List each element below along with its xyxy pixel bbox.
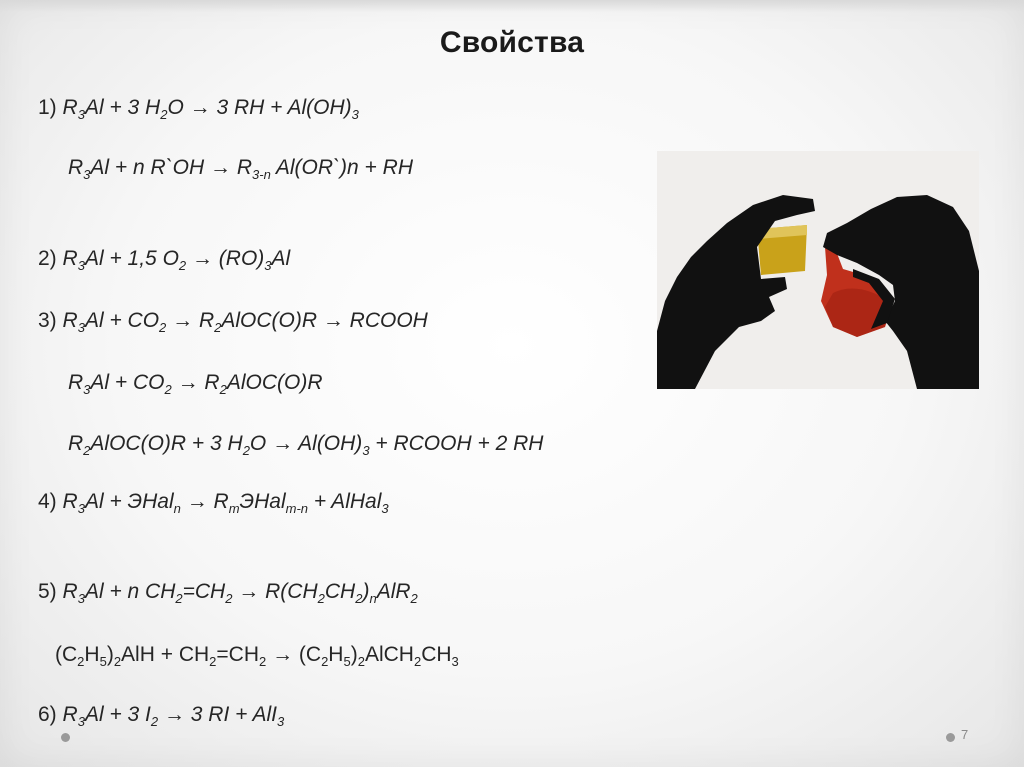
subscript: 2 [77,654,85,669]
subscript: 2 [113,654,122,669]
reaction-3c [68,432,543,456]
subscript: n [173,501,181,516]
equation-text: → (C [266,643,322,666]
equation-text: ) [350,643,358,666]
reaction-equation [62,490,389,516]
subscript: 2 [160,107,168,122]
subscript: 2 [242,443,250,458]
equation-text: → R [180,490,229,513]
subscript: 3 [264,258,272,273]
reaction-5b [55,643,459,667]
reaction-equation [62,580,418,606]
equation-text: → R [166,309,215,332]
equation-text: Al + n R`OH → R [90,156,253,179]
equation-text: R [68,371,84,394]
reaction-1 [38,96,359,120]
equation-text: Al + CO [84,309,160,332]
equation-text: R [62,490,78,513]
reaction-equation [62,247,291,273]
reaction-number: 2) [38,247,57,270]
subscript: 2 [178,258,187,273]
equation-text: R [62,96,78,119]
subscript: 3 [362,443,370,458]
subscript: 3 [77,501,85,516]
equation-text: Al + 3 H [84,96,161,119]
subscript: 2 [83,443,91,458]
subscript: 2 [214,320,222,335]
subscript: 2 [317,591,325,606]
reaction-equation [68,371,323,397]
subscript: 5 [343,654,351,669]
equation-text: AlOC(O)R + 3 H [90,432,243,455]
equation-text: (C [55,643,78,666]
reaction-number: 5) [38,580,57,603]
equation-text: → R [171,371,220,394]
equation-text: AlOC(O)R → RCOOH [221,309,428,332]
subscript: 5 [99,654,107,669]
footer-dot-right [946,733,955,742]
reaction-equation [68,156,413,182]
reaction-5 [38,580,418,604]
equation-text: R [62,247,78,270]
subscript: 2 [159,320,167,335]
subscript: n [369,591,377,606]
reaction-3b [68,371,323,395]
equation-text: Al + 1,5 O [84,247,179,270]
equation-text: AlCH [364,643,414,666]
equation-text: H [84,643,100,666]
equation-text: R [62,580,78,603]
equation-text: Al + ЭHal [84,490,174,513]
reaction-6 [38,703,284,727]
reaction-1b [68,156,413,180]
reaction-equation [62,96,359,122]
equation-text: ЭHal [239,490,286,513]
photo-illustration [657,151,979,389]
subscript: 2 [321,654,329,669]
subscript: m [228,501,240,516]
hands-with-flasks-photo [657,151,979,389]
subscript: 3 [77,714,85,729]
page-number: 7 [961,727,969,742]
equation-text: Al + CO [90,371,165,394]
reaction-number: 6) [38,703,57,726]
equation-text: → 3 RI + AlI [158,703,277,726]
subscript: 3 [451,654,459,669]
subscript: 2 [259,654,267,669]
subscript: 2 [413,654,422,669]
equation-text: CH [324,580,356,603]
equation-text: Al + 3 I [84,703,151,726]
equation-text: AlH + CH [121,643,210,666]
equation-text: ) [362,580,370,603]
equation-text: AlOC(O)R [226,371,323,394]
equation-text: =CH [216,643,259,666]
slide-title: Свойства [439,26,585,59]
subscript: 3 [77,591,85,606]
subscript: 2 [225,591,233,606]
subscript: m-n [285,501,309,516]
footer-dot-left [61,733,70,742]
equation-text: CH [421,643,452,666]
equation-text: R [68,156,84,179]
equation-text: AlR [376,580,411,603]
equation-text: Al [271,247,291,270]
equation-text: + AlHal [308,490,382,513]
subscript: 3 [351,107,359,122]
subscript: 3 [276,714,285,729]
subscript: 2 [355,591,363,606]
reaction-equation [62,309,428,335]
subscript: 2 [150,714,159,729]
subscript: 3 [83,167,91,182]
equation-text: H [328,643,344,666]
reaction-number: 1) [38,96,57,119]
subscript: 2 [175,591,183,606]
reaction-equation [62,703,285,729]
subscript: 3 [83,382,91,397]
equation-text: Al + n CH [84,580,176,603]
reaction-number: 4) [38,490,57,513]
reaction-4 [38,490,389,514]
subscript: 2 [410,591,418,606]
equation-text: O → Al(OH) [249,432,363,455]
equation-text: Al(OR`)n + RH [270,156,413,179]
reaction-equation [68,432,544,458]
equation-text: =CH [182,580,226,603]
equation-text: O → 3 RH + Al(OH) [167,96,352,119]
subscript: 3 [77,258,85,273]
equation-text: + RCOOH + 2 RH [369,432,544,455]
subscript: 2 [219,382,227,397]
equation-text: → (RO) [186,247,265,270]
reaction-3 [38,309,428,333]
reaction-equation [55,643,459,669]
equation-text: R [62,309,78,332]
reaction-number: 3) [38,309,57,332]
reaction-2 [38,247,290,271]
subscript: 3 [77,320,85,335]
equation-text: R [62,703,78,726]
equation-text: → R(CH [232,580,318,603]
equation-text: R [68,432,84,455]
subscript: 3 [381,501,389,516]
equation-text: ) [106,643,114,666]
subscript: 3-n [252,167,271,182]
slide-top-border [0,0,1024,12]
subscript: 2 [164,382,172,397]
subscript: 2 [209,654,217,669]
subscript: 3 [77,107,85,122]
subscript: 2 [357,654,365,669]
